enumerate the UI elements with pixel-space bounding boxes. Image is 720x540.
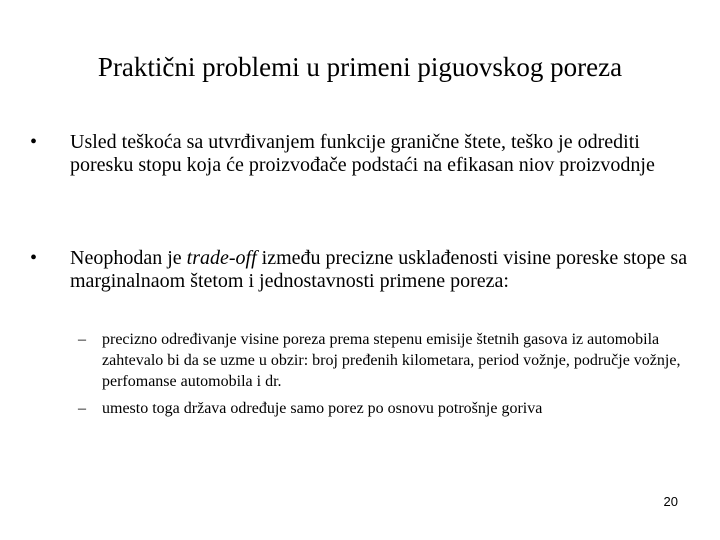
subbullet-marker: – bbox=[78, 400, 86, 417]
subbullet-marker: – bbox=[78, 331, 86, 348]
bullet-text-end: između precizne usklađenosti visine poreske stope sa marginalnaom štetom i jednostavnosti primene poreza: bbox=[70, 247, 688, 292]
subbullet-item-1 bbox=[78, 329, 698, 392]
bullet-text: Usled teškoća sa utvrđivanjem funkcije granične štete, teško je odrediti poresku stopu koja će proizvođače podstaći na efikasan niov proizvodnje bbox=[70, 131, 655, 176]
subbullet-text: precizno određivanje visine poreza prema stepenu emisije štetnih gasova iz automobila zahtevalo bi da se uzme u obzir: broj pređenih kilometara, period vožnje, područje vožnje, perfomanse automobila i dr. bbox=[102, 331, 681, 390]
bullet-item-2 bbox=[30, 247, 690, 293]
subbullet-item-2 bbox=[78, 398, 698, 419]
bullet-text-italic: trade-off bbox=[186, 247, 257, 269]
bullet-text bbox=[70, 247, 690, 293]
bullet-marker: • bbox=[30, 247, 38, 269]
bullet-marker: • bbox=[30, 131, 38, 153]
bullet-item-1 bbox=[30, 131, 690, 177]
subbullet-text: umesto toga država određuje samo porez po osnovu potrošnje goriva bbox=[102, 400, 543, 417]
page-number: 20 bbox=[663, 494, 678, 509]
slide-title: Praktični problemi u primeni piguovskog poreza bbox=[97, 52, 623, 82]
bullet-text-start: Neophodan je bbox=[70, 247, 187, 269]
